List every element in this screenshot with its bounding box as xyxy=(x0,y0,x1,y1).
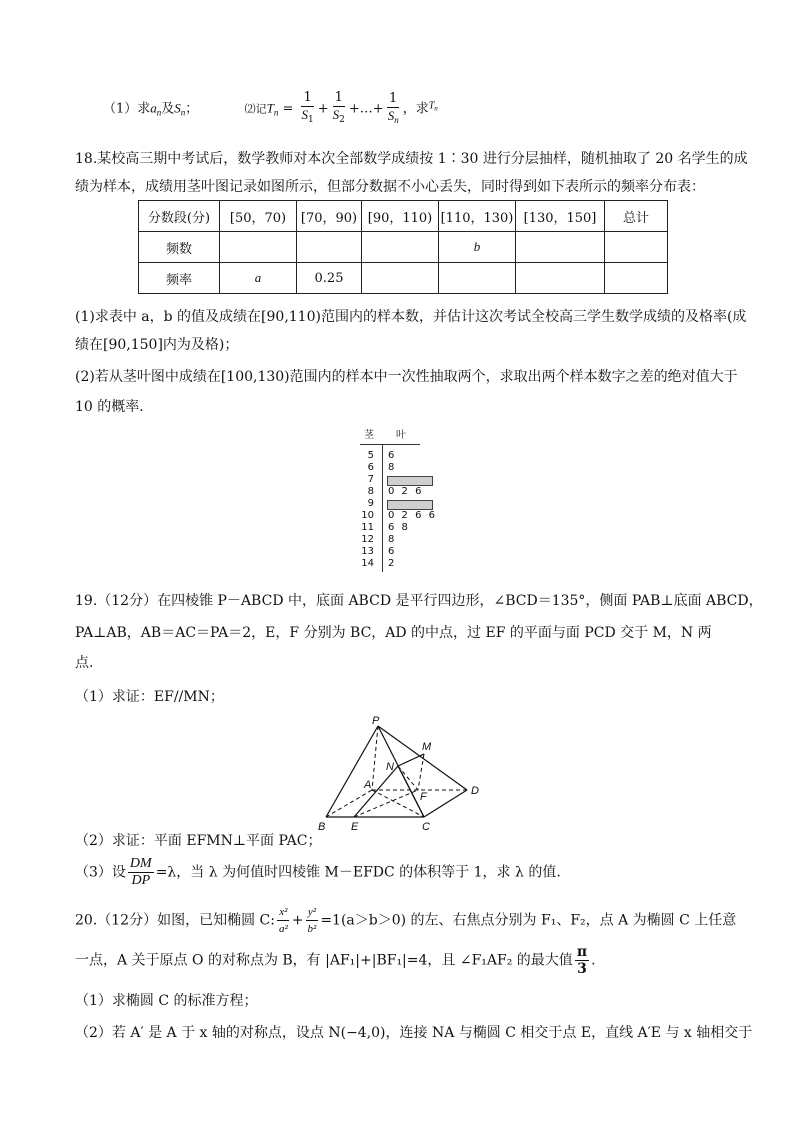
stem-divider xyxy=(382,444,383,572)
label-F: F xyxy=(420,791,427,803)
label-M: M xyxy=(422,741,432,753)
leaf-values: 2 xyxy=(388,558,397,569)
stem-row xyxy=(360,534,397,546)
table-cell: 频数 xyxy=(139,232,220,263)
equals-sign: = xyxy=(282,101,294,117)
q18-line1: 18.某校高三期中考试后，数学教师对本次全部数学成绩按 1∶30 进行分层抽样，随机抽取了 20 名学生的成 xyxy=(75,151,748,167)
q20-line1: 20.（12分）如图，已知椭圆 C: $\frac{\text{x²}}{\text{a²}}$ + $\frac{\text{y²}}{\text{b²}}$ =1(a＞b＞0) 的左、右焦点分别为 F₁、F₂，点 A 为椭圆 C 上任意 xyxy=(75,906,737,935)
frac-den-b2: b² xyxy=(307,923,317,935)
leaf-values: 6 xyxy=(388,450,397,461)
table-cell: 0.25 xyxy=(297,263,362,294)
stem-value: 6 xyxy=(367,462,374,473)
x2-a2-fraction xyxy=(277,904,290,937)
label-A: A xyxy=(364,779,372,791)
stem-value: 13 xyxy=(361,546,374,557)
stem-value: 12 xyxy=(361,534,374,545)
table-row-rate xyxy=(139,263,668,294)
frac-den-dp: DP xyxy=(131,873,151,888)
q18-part1-line2: 绩在[90,150]内为及格)； xyxy=(75,337,239,353)
label-E: E xyxy=(351,821,359,833)
frac-num-dm: DM xyxy=(129,856,152,871)
stem-value: 11 xyxy=(361,522,374,533)
leaf-header: 叶 xyxy=(396,430,406,441)
s1-var: S xyxy=(301,107,309,122)
table-cell xyxy=(605,232,668,263)
stem-value: 14 xyxy=(361,558,374,569)
y2-b2-fraction xyxy=(306,904,319,937)
stem-header: 茎 xyxy=(364,430,374,441)
frac-num-y2: y² xyxy=(306,904,318,921)
leaf-values: 6 xyxy=(388,546,397,557)
q19-line2: PA⊥AB，AB＝AC＝PA＝2，E，F 分别为 BC，AD 的中点，过 EF 的平面与面 PCD 交于 M，N 两 xyxy=(75,625,712,641)
table-row-frequency xyxy=(139,232,668,263)
table-cell xyxy=(516,232,605,263)
stem-row xyxy=(360,546,397,558)
obscured-leaf-block xyxy=(387,476,433,486)
s2-var: S xyxy=(332,107,340,122)
table-cell xyxy=(516,263,605,294)
frac-num-2: 1 xyxy=(334,90,343,105)
leaf-values: 8 xyxy=(388,534,397,545)
q19-part3-pre: （3）设 xyxy=(75,864,126,881)
stem-value: 10 xyxy=(361,510,374,521)
frac-num-3: 1 xyxy=(389,90,398,106)
edge-EN xyxy=(354,766,398,817)
stem-row xyxy=(360,510,437,522)
q17-part1: （1）求 xyxy=(103,101,151,117)
frac-3 xyxy=(386,91,401,128)
stem-row xyxy=(360,558,397,570)
stem-row xyxy=(360,522,410,534)
table-header-cell: [70，90) xyxy=(297,201,362,232)
table-cell: 频率 xyxy=(139,263,220,294)
table-header-cell: [130，150] xyxy=(516,201,605,232)
s2-sub: 2 xyxy=(339,115,345,125)
edge-EF xyxy=(354,790,418,817)
obscured-leaf-block xyxy=(387,500,433,510)
q19-part2: （2）求证：平面 EFMN⊥平面 PAC； xyxy=(75,833,322,849)
q20-line1-pre: 20.（12分）如图，已知椭圆 C: xyxy=(75,912,275,929)
edge-CD xyxy=(424,790,467,817)
semicolon: ； xyxy=(185,101,199,117)
leaf-values: 0 2 6 6 xyxy=(388,510,437,521)
q19-line3: 点. xyxy=(75,655,94,671)
header-divider xyxy=(360,444,420,445)
pyramid-diagram xyxy=(310,712,500,836)
frac-1 xyxy=(300,90,316,128)
q20-line2-post: . xyxy=(591,952,596,969)
s1-sub: 1 xyxy=(308,115,314,125)
pi-over-3-fraction xyxy=(575,944,589,977)
table-header-cell: [50，70) xyxy=(220,201,297,232)
n-sub-2: n xyxy=(180,107,186,118)
s-var: S xyxy=(174,100,181,116)
label-B: B xyxy=(318,821,326,833)
q20-part1: （1）求椭圆 C 的标准方程； xyxy=(75,993,258,1009)
dm-dp-fraction xyxy=(128,856,154,889)
stem-value: 5 xyxy=(367,450,374,461)
and-text: 及 xyxy=(161,101,175,117)
leaf-values: 6 8 xyxy=(388,522,410,533)
q18-part1-line1: (1)求表中 a，b 的值及成绩在[90,110)范围内的样本数，并估计这次考试全校高三学生数学成绩的及格率(成 xyxy=(75,309,747,325)
q20-line2-pre: 一点，A 关于原点 O 的对称点为 B，有 |AF₁|+|BF₁|=4，且 ∠F₁AF₂ 的最大值 xyxy=(75,952,573,969)
q19-part3 xyxy=(75,856,561,889)
frac-2 xyxy=(331,90,347,128)
label-N: N xyxy=(386,761,394,773)
a-var: a xyxy=(150,100,157,116)
table-cell xyxy=(362,232,439,263)
sn-sub: n xyxy=(394,114,399,125)
table-cell xyxy=(605,263,668,294)
stem-row xyxy=(360,498,374,510)
edge-PB xyxy=(326,726,378,817)
q17-line xyxy=(103,90,438,128)
table-header-row xyxy=(139,201,668,232)
table-cell xyxy=(362,263,439,294)
frac-num: 1 xyxy=(303,90,312,105)
frac-num-x2: x² xyxy=(277,904,289,921)
t-sub: n xyxy=(273,107,279,118)
table-header-cell: 总计 xyxy=(605,201,668,232)
stem-value: 8 xyxy=(367,486,374,497)
table-cell xyxy=(297,232,362,263)
leaf-values: 0 2 6 xyxy=(388,486,424,497)
edge-MF xyxy=(418,754,424,790)
t-var: T xyxy=(266,100,274,116)
label-C: C xyxy=(422,821,430,833)
stem-row xyxy=(360,450,397,462)
table-header-cell: [90，110) xyxy=(362,201,439,232)
edge-AC xyxy=(372,790,424,817)
table-cell xyxy=(220,232,297,263)
stem-row xyxy=(360,474,374,486)
frac-den-a2: a² xyxy=(278,923,288,935)
table-cell: b xyxy=(439,232,516,263)
table-cell xyxy=(439,263,516,294)
q19-part1: （1）求证：EF//MN； xyxy=(75,689,224,705)
table-header-cell: [110，130) xyxy=(439,201,516,232)
edge-PD xyxy=(378,726,467,790)
q20-line1-post: =1(a＞b＞0) 的左、右焦点分别为 F₁、F₂，点 A 为椭圆 C 上任意 xyxy=(320,912,737,929)
n-sub: n xyxy=(156,107,162,118)
q19-part3-post: =λ，当 λ 为何值时四棱锥 M－EFDC 的体积等于 1，求 λ 的值. xyxy=(155,864,561,881)
q20-line2 xyxy=(75,944,596,977)
frequency-table xyxy=(138,200,668,294)
q18-part2-line2: 10 的概率. xyxy=(75,399,144,415)
q18-line2: 绩为样本，成绩用茎叶图记录如图所示，但部分数据不小心丢失，同时得到如下表所示的频率分布表： xyxy=(75,179,705,195)
tk-var: T xyxy=(428,100,435,112)
stem-value: 7 xyxy=(367,474,374,485)
q17-tail: ，求 xyxy=(402,101,429,117)
table-cell: a xyxy=(220,263,297,294)
tk-sub: n xyxy=(434,104,438,113)
table-header-cell: 分数段(分) xyxy=(139,201,220,232)
edge-NM xyxy=(398,754,424,766)
stem-row xyxy=(360,486,424,498)
sn-var: S xyxy=(387,107,395,123)
q17-part2: ⑵记 xyxy=(244,102,267,116)
frac-den-3: 3 xyxy=(577,961,587,977)
plus-sign: + xyxy=(317,101,329,117)
stem-row xyxy=(360,462,397,474)
label-D: D xyxy=(471,785,479,797)
q20-part2: （2）若 A′ 是 A 于 x 轴的对称点，设点 N(−4,0)，连接 NA 与椭圆 C 相交于点 E，直线 A′E 与 x 轴相交于 xyxy=(75,1025,753,1041)
frac-num-pi: π xyxy=(576,944,588,960)
frac-den-3 xyxy=(386,108,401,128)
label-P: P xyxy=(372,715,380,727)
stem-value: 9 xyxy=(367,498,374,509)
q19-line1: 19.（12分）在四棱锥 P－ABCD 中，底面 ABCD 是平行四边形，∠BCD＝135°，侧面 PAB⊥底面 ABCD， xyxy=(75,593,763,609)
dots: +…+ xyxy=(348,101,384,117)
q18-part2-line1: (2)若从茎叶图中成绩在[100,130)范围内的样本中一次性抽取两个，求取出两个样本数字之差的绝对值大于 xyxy=(75,369,738,385)
frac-den-2 xyxy=(331,107,347,128)
leaf-values: 8 xyxy=(388,462,397,473)
frac-den xyxy=(300,107,316,128)
